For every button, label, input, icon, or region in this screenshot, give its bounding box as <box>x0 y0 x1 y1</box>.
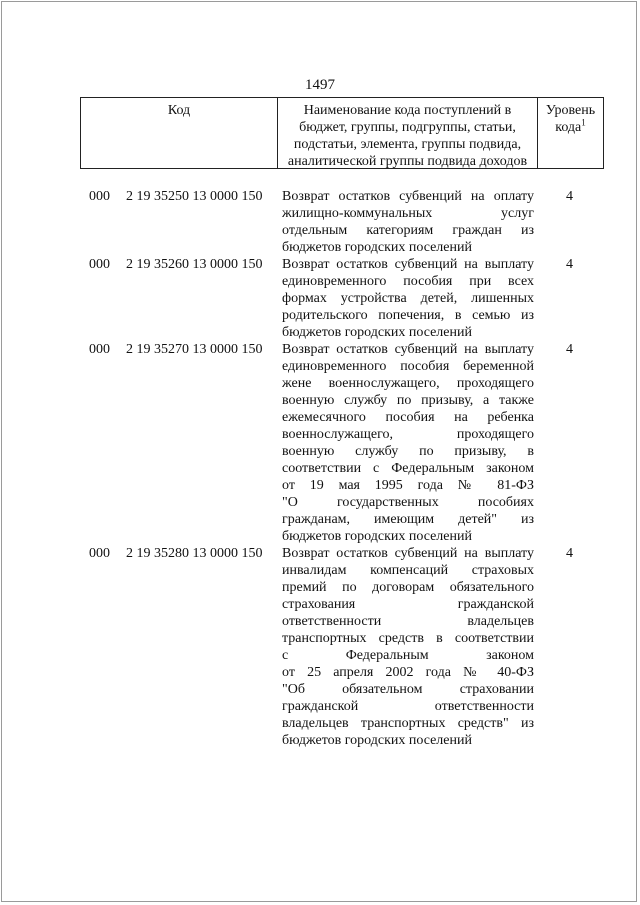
description-line: инвалидам компенсаций страховых <box>282 563 534 578</box>
income-code: 2 19 35270 13 0000 150 <box>126 342 263 357</box>
header-level-label: Уровень кода <box>545 103 596 135</box>
description-line: с Федеральным законом <box>282 648 534 663</box>
description-line: Возврат остатков субвенций на выплату <box>282 342 534 357</box>
header-name: Наименование кода поступлений в бюджет, группы, подгруппы, статьи, подстатьи, элемента, группы подвида, аналитической группы подвида доходов <box>278 98 538 168</box>
description-line: гражданской ответственности <box>282 699 534 714</box>
description-line: от 25 апреля 2002 года № 40-ФЗ <box>282 665 534 680</box>
header-level-footnote: 1 <box>581 117 586 128</box>
income-description <box>282 545 534 749</box>
description-line: отдельным категориям граждан из <box>282 223 534 238</box>
code-level: 4 <box>566 257 573 272</box>
description-line: военную службу по призыву, а также <box>282 393 534 408</box>
table-row <box>0 256 640 341</box>
table-header <box>80 97 604 169</box>
code-level: 4 <box>566 546 573 561</box>
description-line: ответственности владельцев <box>282 614 534 629</box>
description-line: гражданам, имеющим детей" из <box>282 512 534 527</box>
description-line: жилищно-коммунальных услуг <box>282 206 534 221</box>
description-line: Возврат остатков субвенций на оплату <box>282 189 534 204</box>
code-level: 4 <box>566 189 573 204</box>
table-body <box>0 188 640 749</box>
description-line: формах устройства детей, лишенных <box>282 291 534 306</box>
header-level <box>538 98 603 168</box>
income-description <box>282 256 534 341</box>
table-row <box>0 545 640 749</box>
admin-code: 000 <box>89 257 110 272</box>
description-line: бюджетов городских поселений <box>282 529 472 544</box>
page-number: 1497 <box>305 77 335 93</box>
description-line: военную службу по призыву, в <box>282 444 534 459</box>
description-line: бюджетов городских поселений <box>282 733 472 748</box>
description-line: единовременного пособия при всех <box>282 274 534 289</box>
description-line: "О государственных пособиях <box>282 495 534 510</box>
income-code: 2 19 35250 13 0000 150 <box>126 189 263 204</box>
description-line: Возврат остатков субвенций на выплату <box>282 546 534 561</box>
admin-code: 000 <box>89 342 110 357</box>
code-level: 4 <box>566 342 573 357</box>
description-line: транспортных средств в соответствии <box>282 631 534 646</box>
description-line: жене военнослужащего, проходящего <box>282 376 534 391</box>
description-line: Возврат остатков субвенций на выплату <box>282 257 534 272</box>
description-line: бюджетов городских поселений <box>282 325 472 340</box>
description-line: страхования гражданской <box>282 597 534 612</box>
description-line: родительского попечения, в семью из <box>282 308 534 323</box>
table-row <box>0 188 640 256</box>
income-code: 2 19 35260 13 0000 150 <box>126 257 263 272</box>
income-description <box>282 188 534 256</box>
income-description <box>282 341 534 545</box>
table-row <box>0 341 640 545</box>
description-line: соответствии с Федеральным законом <box>282 461 534 476</box>
description-line: "Об обязательном страховании <box>282 682 534 697</box>
description-line: от 19 мая 1995 года № 81-ФЗ <box>282 478 534 493</box>
admin-code: 000 <box>89 546 110 561</box>
description-line: военнослужащего, проходящего <box>282 427 534 442</box>
description-line: владельцев транспортных средств" из <box>282 716 534 731</box>
description-line: ежемесячного пособия на ребенка <box>282 410 534 425</box>
description-line: единовременного пособия беременной <box>282 359 534 374</box>
admin-code: 000 <box>89 189 110 204</box>
description-line: бюджетов городских поселений <box>282 240 472 255</box>
description-line: премий по договорам обязательного <box>282 580 534 595</box>
income-code: 2 19 35280 13 0000 150 <box>126 546 263 561</box>
header-code: Код <box>81 98 278 168</box>
